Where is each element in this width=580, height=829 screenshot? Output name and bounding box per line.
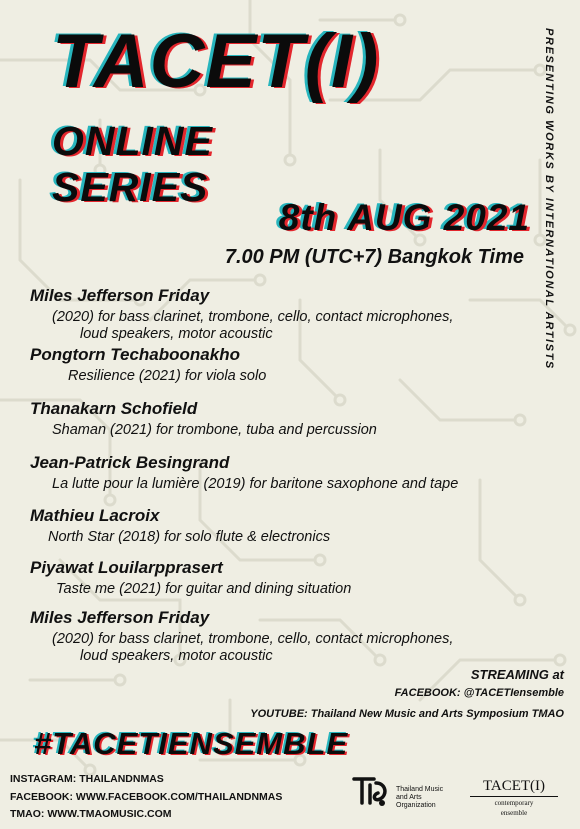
composer-name: Thanakarn Schofield (30, 399, 198, 418)
event-time: 7.00 PM (UTC+7) Bangkok Time (224, 246, 524, 268)
work-description (56, 581, 351, 598)
work-line: loud speakers, motor acoustic (80, 326, 273, 342)
series-subtitle (52, 118, 213, 210)
work-line: loud speakers, motor acoustic (80, 648, 273, 664)
event-date: 8th AUG 2021 (278, 197, 530, 238)
streaming-facebook: FACEBOOK: @TACETIensemble (394, 687, 564, 699)
org-line: Thailand Music (396, 786, 444, 793)
streaming-youtube: YOUTUBE: Thailand New Music and Arts Symposium TMAO (250, 708, 564, 720)
tmao-org-name (396, 786, 456, 810)
work-line: (2020) for bass clarinet, trombone, cello, contact microphones, (52, 309, 454, 325)
work-line: North Star (2018) for solo flute & electronics (48, 529, 331, 545)
composer-name: Piyawat Louilarpprasert (30, 558, 223, 577)
tacet-logo (470, 778, 558, 817)
poster-title: TACET(I) (52, 19, 380, 104)
tacet-logo-name: TACET(I) (470, 778, 558, 797)
composer-name: Miles Jefferson Friday (30, 286, 210, 305)
work-description (52, 476, 458, 493)
org-line: and Arts (396, 794, 422, 801)
tacet-logo-line: contemporary (494, 799, 534, 807)
composer-name: Miles Jefferson Friday (30, 608, 210, 627)
org-line: Organization (396, 802, 436, 809)
contact-instagram: INSTAGRAM: THAILANDNMAS (10, 773, 164, 785)
subtitle-line-2: SERIES (52, 164, 209, 210)
hashtag: #TACETIENSEMBLE (34, 726, 349, 761)
composer-name: Mathieu Lacroix (30, 506, 160, 525)
work-line: Shaman (2021) for trombone, tuba and percussion (52, 422, 377, 438)
work-line: La lutte pour la lumière (2019) for baritone saxophone and tape (52, 476, 459, 492)
work-description (48, 529, 330, 546)
work-description (52, 309, 453, 343)
work-description (52, 422, 377, 439)
work-description (68, 368, 266, 385)
work-line: (2020) for bass clarinet, trombone, cello, contact microphones, (52, 631, 454, 647)
subtitle-line-1: ONLINE (52, 118, 213, 164)
work-line: Taste me (2021) for guitar and dining situation (56, 581, 352, 597)
composer-name: Pongtorn Techaboonakho (30, 345, 240, 364)
contact-facebook: FACEBOOK: WWW.FACEBOOK.COM/THAILANDNMAS (10, 791, 283, 803)
work-line: Resilience (2021) for viola solo (68, 368, 267, 384)
side-tagline: PRESENTING WORKS BY INTERNATIONAL ARTISTS (543, 28, 555, 370)
work-description (52, 631, 453, 665)
tacet-logo-line: ensemble (500, 809, 528, 817)
streaming-heading: STREAMING at (470, 667, 564, 682)
contact-website: TMAO: WWW.TMAOMUSIC.COM (10, 808, 172, 820)
composer-name: Jean-Patrick Besingrand (30, 453, 230, 472)
tmao-logo-icon (352, 775, 392, 809)
